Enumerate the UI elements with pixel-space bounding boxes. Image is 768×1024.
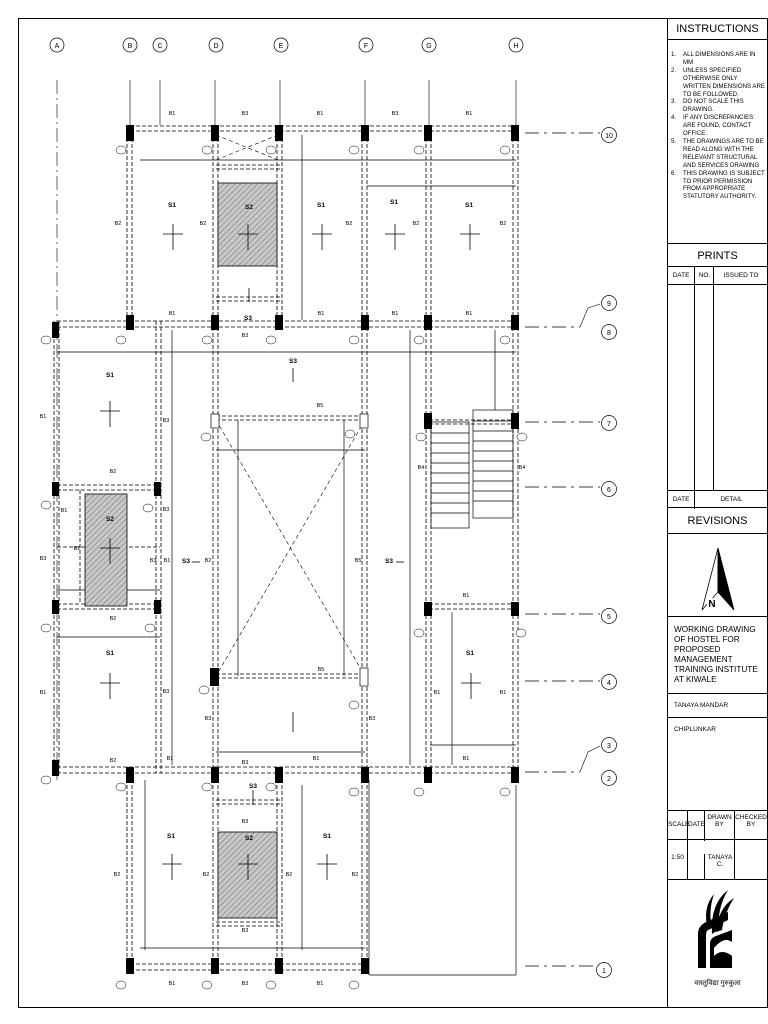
svg-text:B3: B3: [368, 716, 376, 722]
instructions-header: [668, 18, 767, 40]
svg-text:S1: S1: [317, 202, 325, 209]
instructions-list: [671, 51, 765, 201]
svg-text:B1: B1: [163, 558, 171, 564]
svg-text:B1: B1: [60, 508, 68, 514]
instruction-item: 4. IF ANY DISCREPANCIES ARE FOUND, CONTACT OFFICE.: [671, 114, 754, 138]
svg-text:S1: S1: [167, 833, 175, 840]
svg-text:S1: S1: [106, 372, 114, 379]
svg-text:B3: B3: [241, 981, 249, 987]
prints-columns: DATE NO. ISSUED TO: [668, 267, 767, 285]
grid-label-5: 5: [607, 614, 611, 621]
svg-text:B2: B2: [202, 872, 210, 878]
instruction-item: 5. THE DRAWINGS ARE TO BE READ ALONG WITH THE RELEVANT STRUCTURAL AND SERVICES DRAWING: [671, 137, 764, 169]
svg-text:B1: B1: [499, 690, 507, 696]
svg-text:B1: B1: [166, 756, 174, 762]
svg-text:B2: B2: [199, 221, 207, 227]
svg-text:B2: B2: [109, 616, 117, 622]
svg-text:B1: B1: [39, 690, 47, 696]
grid-label-2: 2: [607, 776, 611, 783]
institute-logo-icon: [688, 886, 738, 971]
svg-text:B4: B4: [518, 465, 526, 471]
svg-text:B3: B3: [241, 333, 249, 339]
svg-text:B2: B2: [285, 872, 293, 878]
svg-text:S3: S3: [385, 558, 393, 565]
svg-text:B5: B5: [316, 403, 324, 409]
grid-label-E: E: [278, 43, 284, 50]
svg-text:B3: B3: [149, 558, 157, 564]
svg-text:B3: B3: [162, 689, 170, 695]
svg-text:B3: B3: [162, 507, 170, 513]
svg-text:B2: B2: [351, 872, 359, 878]
row-leaders: [525, 133, 600, 966]
svg-text:B3: B3: [241, 760, 249, 766]
svg-text:B1: B1: [462, 756, 470, 762]
svg-text:B5: B5: [354, 558, 362, 564]
svg-text:S3: S3: [182, 558, 190, 565]
title-block: [667, 18, 768, 1008]
svg-text:B2: B2: [114, 221, 122, 227]
grid-label-10: 10: [605, 133, 613, 140]
column-grid-bubbles: [50, 38, 523, 52]
grid-label-4: 4: [607, 680, 611, 687]
svg-text:S2: S2: [245, 204, 253, 211]
svg-text:B1: B1: [465, 311, 473, 317]
grid-label-8: 8: [607, 330, 611, 337]
svg-text:B1: B1: [168, 981, 176, 987]
grid-label-H: H: [513, 43, 519, 50]
svg-text:B2: B2: [412, 221, 420, 227]
svg-text:S2: S2: [106, 516, 114, 523]
svg-text:S1: S1: [465, 202, 473, 209]
svg-text:S1: S1: [106, 650, 114, 657]
svg-text:N: N: [708, 599, 716, 610]
instruction-item: 2. UNLESS SPECIFIED OTHERWISE ONLY WRITTEN DIMENSIONS ARE TO BE FOLLOWED.: [671, 66, 765, 98]
revisions-title: REVISIONS: [687, 515, 748, 527]
north-arrow-icon: [696, 544, 741, 614]
svg-text:B2: B2: [345, 221, 353, 227]
svg-text:B2: B2: [204, 558, 212, 564]
svg-text:S3: S3: [244, 315, 252, 322]
grid-label-F: F: [363, 43, 369, 50]
svg-text:B1: B1: [465, 111, 473, 117]
grid-label-7: 7: [607, 421, 611, 428]
grid-lines: [57, 80, 516, 780]
grid-label-A: A: [54, 43, 60, 50]
slab-span-marks: [100, 224, 481, 880]
svg-text:B1: B1: [462, 593, 470, 599]
svg-text:B3: B3: [39, 556, 47, 562]
svg-text:S1: S1: [168, 202, 176, 209]
revision-columns: DATE DETAIL: [668, 490, 767, 508]
svg-text:S1: S1: [466, 650, 474, 657]
svg-text:B2: B2: [109, 469, 117, 475]
author-name: TANAYA MANDAR CHIPLUNKAR: [668, 694, 767, 718]
svg-text:B1: B1: [433, 690, 441, 696]
meta-header: SCALE DATE DRAWN BY CHECKED BY: [668, 810, 767, 840]
svg-text:B3: B3: [391, 111, 399, 117]
staircase: [431, 410, 513, 528]
svg-text:S3: S3: [249, 783, 257, 790]
grid-label-1: 1: [602, 968, 606, 975]
instruction-item: 6. THIS DRAWING IS SUBJECT TO PRIOR PERMISSION FROM APPROPRIATE STATUTORY AUTHORITY.: [671, 169, 765, 201]
grid-label-3: 3: [607, 743, 611, 750]
svg-text:B3: B3: [162, 418, 170, 424]
drawing-title: WORKING DRAWING OF HOSTEL FOR PROPOSED MANAGEMENT TRAINING INSTITUTE AT KIWALE: [668, 616, 767, 694]
revisions-header: [668, 508, 767, 534]
svg-text:B3: B3: [241, 111, 249, 117]
hatched-slabs: [85, 183, 277, 918]
row-grid-bubbles: [597, 128, 617, 978]
svg-text:B2: B2: [113, 872, 121, 878]
svg-text:S1: S1: [323, 833, 331, 840]
svg-text:B3: B3: [204, 716, 212, 722]
meta-values: 1:50 TANAYA C.: [668, 840, 767, 880]
instruction-item: 1. ALL DIMENSIONS ARE IN MM: [671, 51, 756, 66]
svg-text:B2: B2: [109, 758, 117, 764]
svg-text:B1: B1: [317, 311, 325, 317]
instruction-item: 3. DO NOT SCALE THIS DRAWING.: [671, 98, 744, 114]
logo-caption: वास्तुविद्या गुरुकुला: [694, 980, 741, 987]
prints-header: [668, 243, 767, 267]
grid-label-D: D: [213, 43, 219, 50]
svg-text:S2: S2: [245, 835, 253, 842]
svg-text:B1: B1: [316, 981, 324, 987]
svg-text:B1: B1: [391, 311, 399, 317]
svg-text:B5: B5: [317, 667, 325, 673]
svg-text:B1: B1: [168, 111, 176, 117]
svg-text:B1: B1: [316, 111, 324, 117]
grid-label-C: C: [157, 43, 163, 50]
svg-text:B3: B3: [241, 928, 249, 934]
svg-text:B1: B1: [168, 311, 176, 317]
prints-title: PRINTS: [697, 250, 738, 262]
svg-text:B4: B4: [417, 465, 425, 471]
svg-text:B1: B1: [39, 414, 47, 420]
svg-text:B1: B1: [312, 756, 320, 762]
svg-text:B2: B2: [499, 221, 507, 227]
svg-text:S1: S1: [390, 199, 398, 206]
grid-label-G: G: [426, 43, 432, 50]
grid-label-6: 6: [607, 487, 611, 494]
svg-text:S3: S3: [289, 358, 297, 365]
grid-label-9: 9: [607, 301, 611, 308]
grid-label-B: B: [127, 43, 133, 50]
svg-text:B2: B2: [73, 546, 81, 552]
instructions-title: INSTRUCTIONS: [676, 23, 759, 35]
svg-text:B3: B3: [241, 819, 249, 825]
